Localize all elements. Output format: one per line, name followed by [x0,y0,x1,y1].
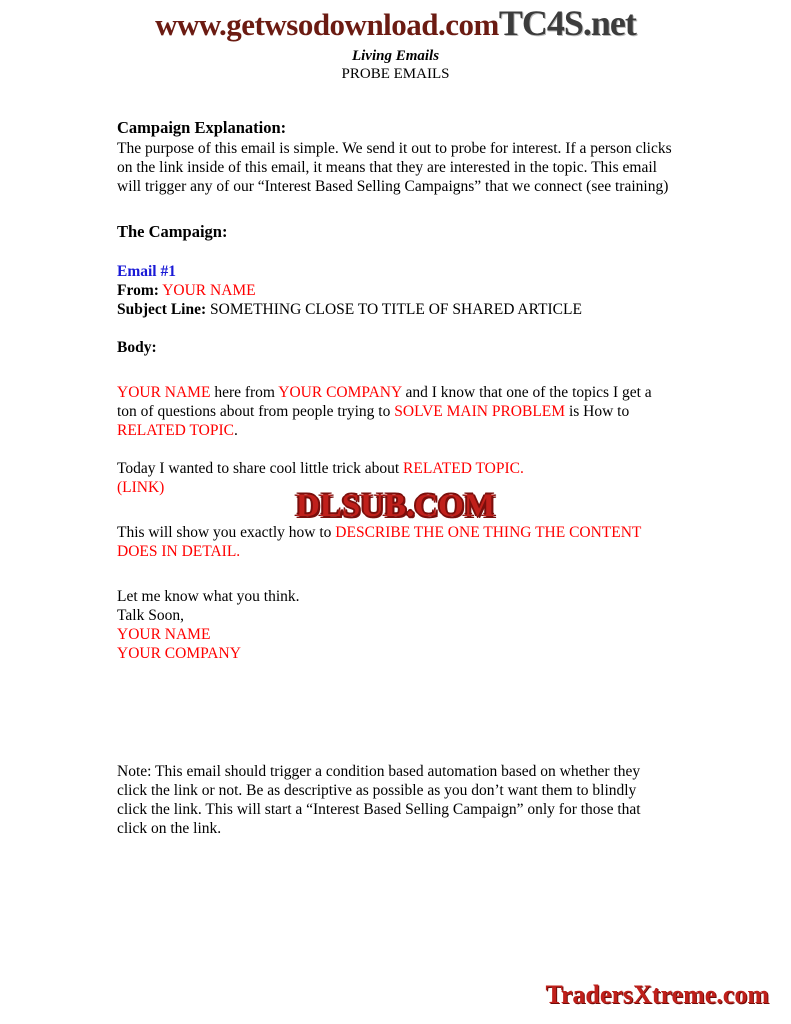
spacer [117,561,673,587]
spacer [117,319,673,338]
watermark-top-left-text: www.getwsodownload.com [155,7,499,42]
note-text: Note: This email should trigger a condition based automation based on whether they click the link or not. Be as descriptive as possible as you don’t want them to blindly click the link. This will start a “Interest Based Selling Campaign” only for those that click on the link. [117,763,641,837]
the-campaign-heading: The Campaign: [117,222,228,241]
document-body [117,118,673,663]
text-fragment: . [233,422,238,439]
document-header [0,47,791,84]
email-paragraph-2 [117,459,673,478]
placeholder-your-company: YOUR COMPANY [278,384,402,401]
placeholder-link[interactable]: (LINK) [117,479,165,496]
document-subtitle: PROBE EMAILS [341,66,450,82]
placeholder-related-topic-2: RELATED TOPIC. [403,460,524,477]
placeholder-related-topic: RELATED TOPIC [117,422,234,439]
spacer [117,497,673,523]
closing-line-1: Let me know what you think. [117,588,300,605]
placeholder-your-name: YOUR NAME [117,384,211,401]
watermark-top-right-text: TC4S.net [498,3,636,43]
subject-label: Subject Line: [117,301,207,318]
closing-line-2: Talk Soon, [117,607,184,624]
text-fragment: and I know that one of the topics I get a ton of questions about from people trying to [117,384,652,420]
spacer [117,440,673,459]
from-label: From: [117,282,159,299]
spacer [117,243,673,262]
placeholder-describe-content: DESCRIBE THE ONE THING THE CONTENT DOES IN DETAIL. [117,524,642,560]
watermark-middle: DLSUB.COM [296,488,495,524]
subject-line [117,300,673,319]
spacer [117,357,673,383]
spacer [117,196,673,222]
text-fragment: Today I wanted to share cool little trick about [117,460,404,477]
signature-your-name: YOUR NAME [117,626,211,643]
text-fragment: This will show you exactly how to [117,524,336,541]
body-label: Body: [117,339,157,356]
watermark-top [0,2,791,44]
from-line [117,281,673,300]
subject-value: SOMETHING CLOSE TO TITLE OF SHARED ARTICLE [210,301,582,318]
campaign-explanation-text: The purpose of this email is simple. We send it out to probe for interest. If a person clicks on the link inside of this email, it means that they are interested in the topic. This email will trigger any of our “Interest Based Selling Campaigns” that we connect (see training) [117,140,672,195]
placeholder-solve-main-problem: SOLVE MAIN PROBLEM [394,403,566,420]
email-paragraph-3 [117,523,673,561]
text-fragment: is How to [565,403,630,420]
document-title: Living Emails [351,48,440,64]
from-value: YOUR NAME [162,282,256,299]
email-paragraph-1 [117,383,673,440]
watermark-bottom-right: TradersXtreme.com [545,980,769,1009]
email-number-label: Email #1 [117,263,176,280]
text-fragment: here from [210,384,279,401]
campaign-explanation-heading: Campaign Explanation: [117,118,287,137]
signature-your-company: YOUR COMPANY [117,645,241,662]
